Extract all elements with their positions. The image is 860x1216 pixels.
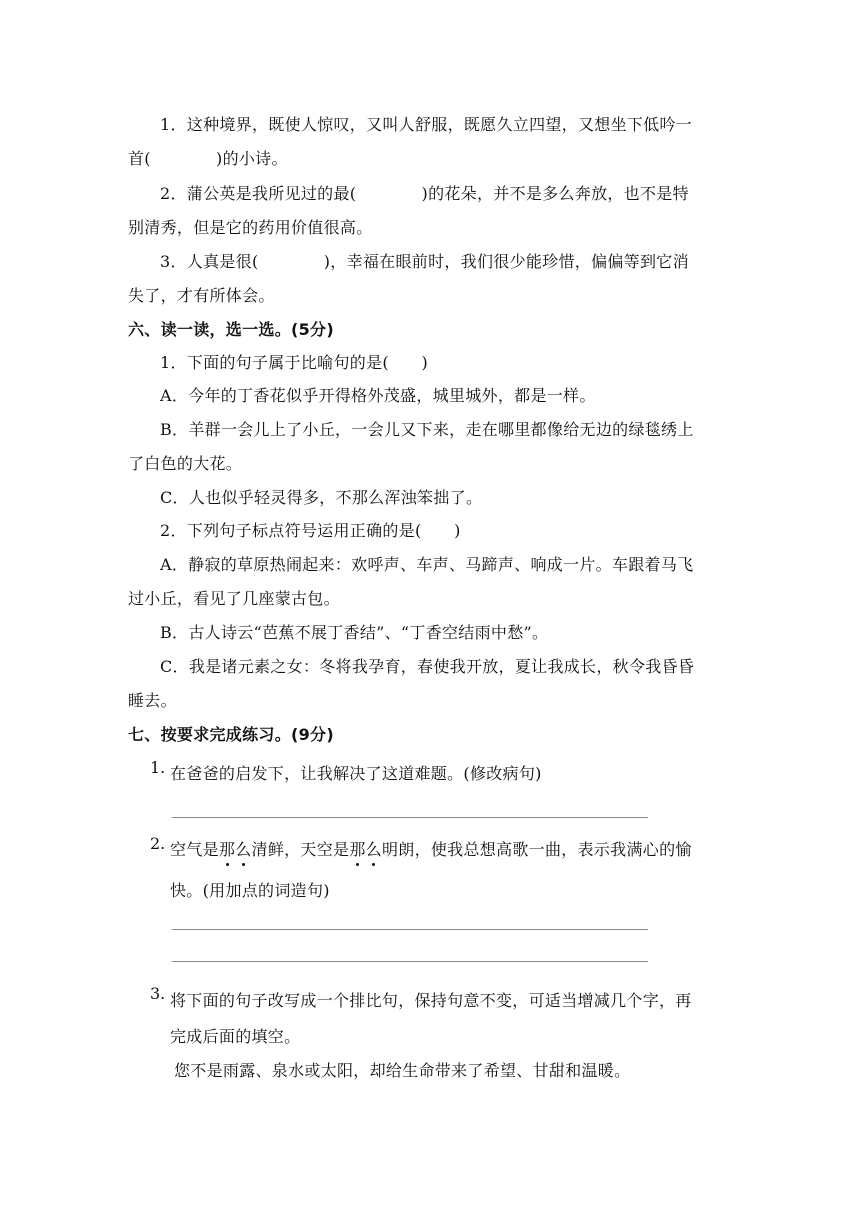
s5-q3-line1: 3．人真是很( )，幸福在眼前时，我们很少能珍惜，偏偏等到它消 <box>160 252 689 271</box>
s7-q2-line2: 快。(用加点的词造句) <box>170 881 330 900</box>
s6-q1-stem: 1．下面的句子属于比喻句的是( ) <box>160 353 429 372</box>
s7-q1-answer-line[interactable] <box>172 817 648 818</box>
s7-q1-text: 在爸爸的启发下，让我解决了这道难题。(修改病句) <box>170 764 542 783</box>
emphasis-char: 么 <box>366 837 382 860</box>
s7-q3-sentence: 您不是雨露、泉水或太阳，却给生命带来了希望、甘甜和温暖。 <box>174 1061 631 1080</box>
emphasis-char: 那 <box>349 837 365 860</box>
s7-q3-number: 3. <box>150 984 166 1003</box>
s7-q2-text-part1: 空气是 <box>170 840 219 859</box>
s5-q1-line1: 1．这种境界，既使人惊叹，又叫人舒服，既愿久立四望，又想坐下低吟一 <box>160 115 693 134</box>
s6-q1-option-b-line1: B．羊群一会儿上了小丘，一会儿又下来，走在哪里都像给无边的绿毯绣上 <box>160 420 694 439</box>
s7-q2-number: 2. <box>150 834 166 853</box>
section6-heading: 六、读一读，选一选。(5分) <box>128 320 334 339</box>
s7-q1-number: 1. <box>150 758 166 777</box>
s7-q3-line2: 完成后面的填空。 <box>170 1027 301 1046</box>
s7-q2-answer-line-2[interactable] <box>172 961 648 962</box>
s6-q1-option-a: A．今年的丁香花似乎开得格外茂盛，城里城外，都是一样。 <box>160 386 596 405</box>
s6-q2-option-c-line2: 睡去。 <box>128 691 177 710</box>
s6-q2-stem: 2．下列句子标点符号运用正确的是( ) <box>160 521 461 540</box>
s6-q2-option-b: B．古人诗云“芭蕉不展丁香结”、“丁香空结雨中愁”。 <box>160 623 549 642</box>
s6-q1-option-b-line2: 了白色的大花。 <box>128 454 243 473</box>
s7-q3-line1: 将下面的句子改写成一个排比句，保持句意不变，可适当增减几个字，再 <box>170 991 692 1010</box>
emphasis-char: 那 <box>219 837 235 860</box>
s7-q2-answer-line-1[interactable] <box>172 929 648 930</box>
s5-q3-line2: 失了，才有所体会。 <box>128 286 275 305</box>
s5-q2-line2: 别清秀，但是它的药用价值很高。 <box>128 218 373 237</box>
s6-q2-option-a-line2: 过小丘，看见了几座蒙古包。 <box>128 589 340 608</box>
s6-q2-option-c-line1: C．我是诸元素之女：冬将我孕育，春使我开放，夏让我成长，秋令我昏昏 <box>160 657 695 676</box>
emphasis-word-2 <box>349 840 382 859</box>
section7-heading: 七、按要求完成练习。(9分) <box>128 725 334 744</box>
emphasis-char: 么 <box>235 837 251 860</box>
s6-q2-option-a-line1: A．静寂的草原热闹起来：欢呼声、车声、马蹄声、响成一片。车跟着马飞 <box>160 555 694 574</box>
s5-q2-line1: 2．蒲公英是我所见过的最( )的花朵，并不是多么奔放，也不是特 <box>160 184 689 203</box>
s6-q1-option-c: C．人也似乎轻灵得多，不那么浑浊笨拙了。 <box>160 488 483 507</box>
s5-q1-line2: 首( )的小诗。 <box>128 149 288 168</box>
s7-q2-line1 <box>170 837 692 860</box>
emphasis-word-1 <box>219 840 252 859</box>
s7-q2-text-part3: 明朗，使我总想高歌一曲，表示我满心的愉 <box>381 840 692 859</box>
s7-q2-text-part2: 清鲜，天空是 <box>251 840 350 859</box>
